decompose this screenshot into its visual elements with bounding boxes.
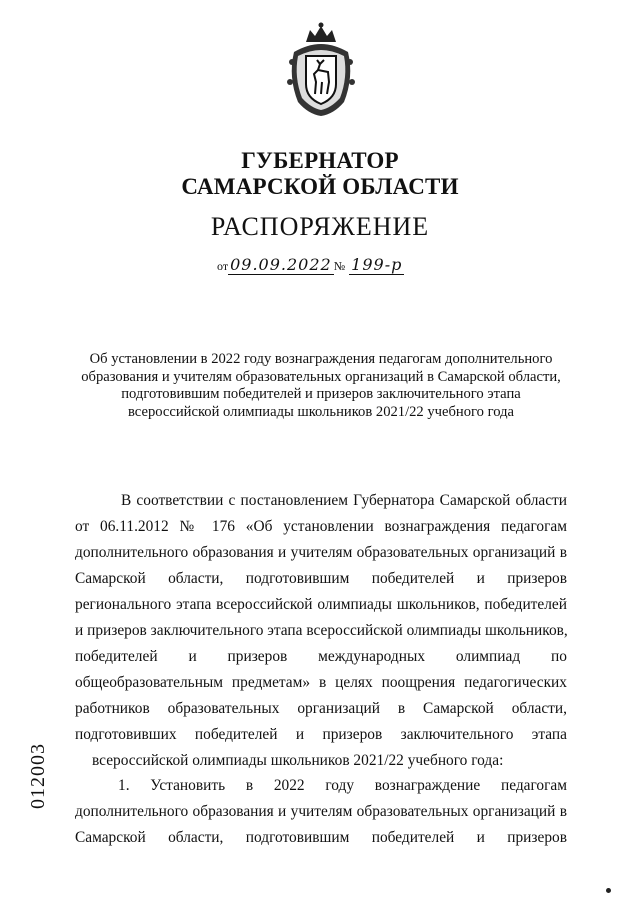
text-line: всероссийской олимпиады школьников 2021/22 учебного года: [92,752,504,769]
subject-line: образования и учителям образовательных организаций в Самарской области, [81,368,561,385]
date-value: 09.09.2022 [230,255,332,274]
text-line: подготовивших победителей и призеров заключительного этапа [75,726,567,743]
text-line: победителей и призеров международных олимпиад по [75,648,567,665]
date-prefix: от [217,259,229,273]
subject-line: Об установлении в 2022 году вознаграждения педагогам дополнительного [89,351,553,367]
document-subject [60,351,582,421]
text-line: общеобразовательным предметам» в целях поощрения педагогических [75,674,567,691]
text-line: дополнительного образования и учителям образовательных организаций в [75,544,567,561]
text-line: работников образовательных организаций в Самарской области, [75,700,567,717]
text-line: регионального этапа всероссийской олимпиады школьников, победителей [75,596,567,613]
number-value: 199-р [351,255,403,274]
text-line: и призеров заключительного этапа всероссийской олимпиады школьников, [75,622,568,639]
text-line: Самарской области, подготовившим победителей и призеров [75,570,567,587]
coat-of-arms-emblem [284,22,358,118]
text-line: В соответствии с постановлением Губернатора Самарской области [121,492,567,509]
subject-line: всероссийской олимпиады школьников 2021/22 учебного года [128,403,514,420]
issuer-title-line2: САМАРСКОЙ ОБЛАСТИ [181,174,459,199]
text-line: Самарской области, подготовившим победителей и призеров [75,829,567,846]
date-number-line [217,255,404,274]
issuer-title-line1: ГУБЕРНАТОР [241,148,399,173]
margin-serial-number: 012003 [27,743,49,809]
subject-line: подготовившим победителей и призеров заключительного этапа [121,386,521,402]
text-line: от 06.11.2012 № 176 «Об установлении вознаграждения педагогам [75,518,567,535]
number-prefix: № [333,259,346,273]
text-line: дополнительного образования и учителям образовательных организаций в [75,803,567,820]
scan-speck [606,888,611,893]
body-paragraph-2 [75,773,567,851]
body-paragraph-1 [75,488,567,774]
document-type: РАСПОРЯЖЕНИЕ [210,212,430,241]
text-line: 1. Установить в 2022 году вознаграждение педагогам [118,777,567,794]
